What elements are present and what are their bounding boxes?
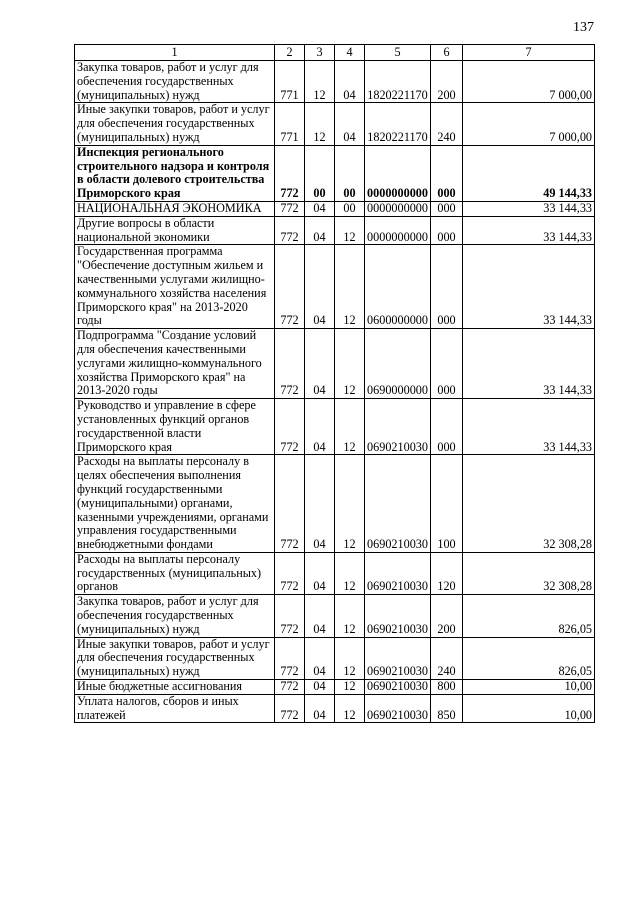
row-subsection: 12	[335, 399, 365, 455]
row-target-article: 0690210030	[365, 455, 431, 553]
row-expense-type: 000	[431, 399, 463, 455]
row-ministry: 771	[275, 103, 305, 145]
row-target-article: 0690210030	[365, 399, 431, 455]
row-section: 04	[305, 399, 335, 455]
row-subsection: 12	[335, 455, 365, 553]
row-subsection: 12	[335, 245, 365, 329]
row-section: 04	[305, 694, 335, 723]
row-section: 12	[305, 103, 335, 145]
row-target-article: 0000000000	[365, 145, 431, 201]
row-subsection: 12	[335, 694, 365, 723]
row-name: Другие вопросы в области национальной экономики	[75, 216, 275, 245]
header-cell-5: 5	[365, 45, 431, 61]
row-section: 04	[305, 637, 335, 679]
row-expense-type: 240	[431, 637, 463, 679]
table-row	[75, 595, 595, 637]
row-section: 12	[305, 61, 335, 103]
row-name: НАЦИОНАЛЬНАЯ ЭКОНОМИКА	[75, 201, 275, 216]
row-ministry: 772	[275, 216, 305, 245]
row-subsection: 12	[335, 552, 365, 594]
row-expense-type: 000	[431, 216, 463, 245]
row-amount: 33 144,33	[463, 245, 595, 329]
row-target-article: 1820221170	[365, 103, 431, 145]
row-ministry: 772	[275, 455, 305, 553]
row-subsection: 12	[335, 216, 365, 245]
row-subsection: 12	[335, 329, 365, 399]
row-target-article: 0690000000	[365, 329, 431, 399]
table-row	[75, 201, 595, 216]
row-name: Подпрограмма "Создание условий для обеспечения качественными услугами жилищно-коммунального хозяйства Приморского края" на 2013-2020 годы	[75, 329, 275, 399]
table-row	[75, 329, 595, 399]
row-section: 04	[305, 329, 335, 399]
row-expense-type: 200	[431, 595, 463, 637]
row-ministry: 772	[275, 637, 305, 679]
row-target-article: 0690210030	[365, 694, 431, 723]
budget-table	[74, 44, 595, 723]
table-header-row	[75, 45, 595, 61]
header-cell-7: 7	[463, 45, 595, 61]
header-cell-6: 6	[431, 45, 463, 61]
header-cell-3: 3	[305, 45, 335, 61]
row-expense-type: 200	[431, 61, 463, 103]
row-ministry: 772	[275, 145, 305, 201]
row-subsection: 00	[335, 145, 365, 201]
row-name: Расходы на выплаты персоналу государственных (муниципальных) органов	[75, 552, 275, 594]
row-ministry: 772	[275, 680, 305, 695]
row-name: Закупка товаров, работ и услуг для обеспечения государственных (муниципальных) нужд	[75, 595, 275, 637]
row-target-article: 1820221170	[365, 61, 431, 103]
row-amount: 7 000,00	[463, 103, 595, 145]
row-expense-type: 800	[431, 680, 463, 695]
row-subsection: 12	[335, 637, 365, 679]
row-target-article: 0000000000	[365, 201, 431, 216]
row-amount: 10,00	[463, 680, 595, 695]
row-target-article: 0690210030	[365, 595, 431, 637]
row-amount: 826,05	[463, 637, 595, 679]
row-name: Иные закупки товаров, работ и услуг для обеспечения государственных (муниципальных) нужд	[75, 103, 275, 145]
row-target-article: 0600000000	[365, 245, 431, 329]
row-expense-type: 240	[431, 103, 463, 145]
row-expense-type: 000	[431, 245, 463, 329]
table-row	[75, 552, 595, 594]
row-ministry: 772	[275, 245, 305, 329]
table-row	[75, 245, 595, 329]
row-subsection: 12	[335, 595, 365, 637]
row-expense-type: 120	[431, 552, 463, 594]
row-ministry: 772	[275, 201, 305, 216]
row-ministry: 772	[275, 399, 305, 455]
header-cell-4: 4	[335, 45, 365, 61]
row-section: 04	[305, 216, 335, 245]
row-amount: 7 000,00	[463, 61, 595, 103]
table-row	[75, 399, 595, 455]
table-row	[75, 455, 595, 553]
row-expense-type: 000	[431, 201, 463, 216]
table-row	[75, 145, 595, 201]
row-section: 04	[305, 680, 335, 695]
row-expense-type: 000	[431, 145, 463, 201]
row-expense-type: 850	[431, 694, 463, 723]
row-amount: 826,05	[463, 595, 595, 637]
page-number: 137	[573, 20, 594, 35]
row-amount: 33 144,33	[463, 201, 595, 216]
table-row	[75, 694, 595, 723]
row-amount: 32 308,28	[463, 552, 595, 594]
row-name: Иные закупки товаров, работ и услуг для обеспечения государственных (муниципальных) нужд	[75, 637, 275, 679]
table-row	[75, 680, 595, 695]
row-ministry: 772	[275, 694, 305, 723]
row-target-article: 0690210030	[365, 637, 431, 679]
table-row	[75, 103, 595, 145]
row-name: Закупка товаров, работ и услуг для обеспечения государственных (муниципальных) нужд	[75, 61, 275, 103]
row-amount: 49 144,33	[463, 145, 595, 201]
table-row	[75, 61, 595, 103]
row-section: 04	[305, 455, 335, 553]
row-amount: 33 144,33	[463, 329, 595, 399]
row-section: 04	[305, 595, 335, 637]
header-cell-2: 2	[275, 45, 305, 61]
header-cell-1: 1	[75, 45, 275, 61]
row-amount: 33 144,33	[463, 399, 595, 455]
row-subsection: 12	[335, 680, 365, 695]
row-name: Государственная программа "Обеспечение доступным жильем и качественными услугами жилищно-коммунального хозяйства населения Приморского края" на 2013-2020 годы	[75, 245, 275, 329]
row-ministry: 772	[275, 552, 305, 594]
table-row	[75, 216, 595, 245]
row-ministry: 771	[275, 61, 305, 103]
row-name: Руководство и управление в сфере установленных функций органов государственной власти Приморского края	[75, 399, 275, 455]
row-amount: 33 144,33	[463, 216, 595, 245]
row-subsection: 04	[335, 103, 365, 145]
row-ministry: 772	[275, 329, 305, 399]
row-name: Иные бюджетные ассигнования	[75, 680, 275, 695]
row-section: 04	[305, 201, 335, 216]
row-name: Инспекция регионального строительного надзора и контроля в области долевого строительства Приморского края	[75, 145, 275, 201]
row-name: Уплата налогов, сборов и иных платежей	[75, 694, 275, 723]
row-target-article: 0690210030	[365, 552, 431, 594]
row-amount: 10,00	[463, 694, 595, 723]
row-section: 04	[305, 552, 335, 594]
row-name: Расходы на выплаты персоналу в целях обеспечения выполнения функций государственными (муниципальными) органами, казенными учреждениями, органами управления государственными внебюджетными фондами	[75, 455, 275, 553]
row-expense-type: 100	[431, 455, 463, 553]
row-section: 04	[305, 245, 335, 329]
row-subsection: 00	[335, 201, 365, 216]
row-section: 00	[305, 145, 335, 201]
row-ministry: 772	[275, 595, 305, 637]
row-target-article: 0690210030	[365, 680, 431, 695]
table-row	[75, 637, 595, 679]
row-amount: 32 308,28	[463, 455, 595, 553]
row-subsection: 04	[335, 61, 365, 103]
row-target-article: 0000000000	[365, 216, 431, 245]
row-expense-type: 000	[431, 329, 463, 399]
